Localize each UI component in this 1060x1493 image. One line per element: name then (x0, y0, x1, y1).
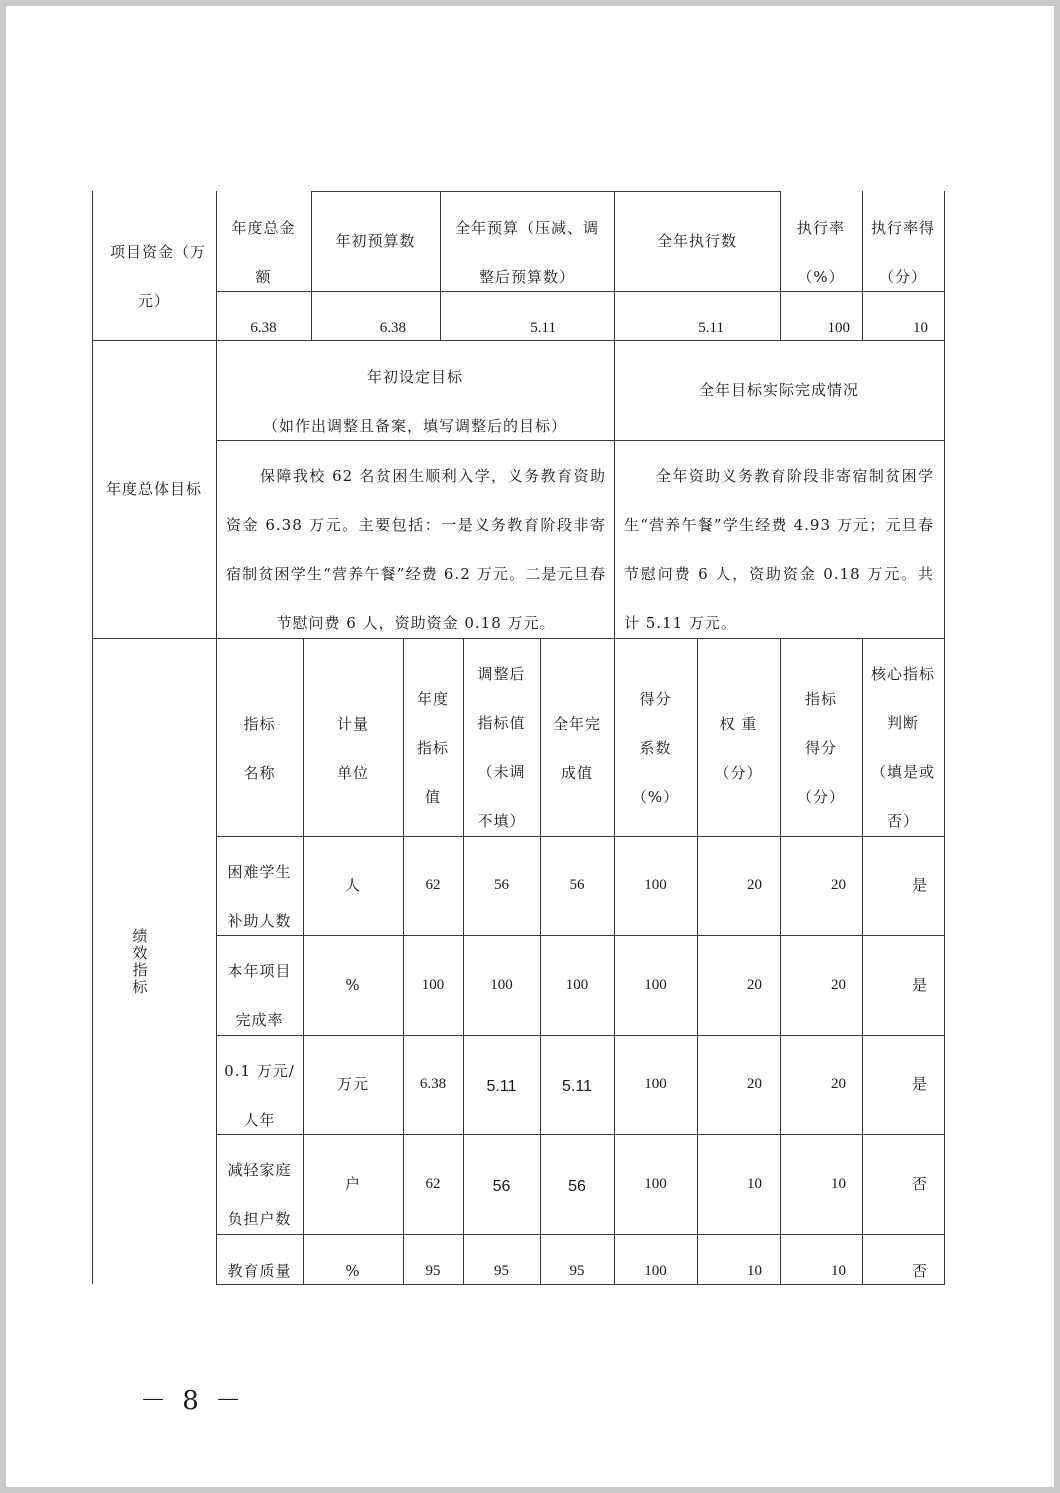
table-cell-weight: 20 (747, 1076, 762, 1092)
table-cell-adjusted: 56 (494, 877, 509, 893)
table-cell-score: 10 (831, 1262, 846, 1279)
table-cell-adjusted: 56 (492, 1177, 511, 1195)
table-cell-score: 20 (831, 976, 846, 993)
table-cell-weight: 20 (747, 976, 762, 993)
value-adjusted-budget: 5.11 (530, 319, 556, 336)
goal-label: 年度总体目标 (105, 479, 202, 498)
value-annual-total: 6.38 (250, 319, 277, 336)
value-execution-rate: 100 (827, 319, 850, 336)
table-cell-weight: 10 (747, 1262, 762, 1279)
table-cell-coefficient: 100 (644, 1076, 667, 1092)
goal-actual-header: 全年目标实际完成情况 (698, 380, 859, 399)
header-annual-value: 年度 指标 值 (416, 690, 449, 806)
header-rate-score: 执行率得 （分） (870, 219, 935, 286)
table-cell-coefficient: 100 (644, 877, 667, 893)
table-cell-completed: 5.11 (562, 1078, 592, 1095)
table-cell-weight: 10 (747, 1175, 762, 1192)
goal-actual-text: 全年资助义务教育阶段非寄宿制贫困学生“营养午餐”学生经费 4.93 万元；元旦春节慰问费 6 人，资助资金 0.18 万元。共计 5.11 万元。 (624, 467, 934, 632)
table-row-name: 本年项目 完成率 (227, 962, 292, 1029)
table-cell-unit: 万元 (336, 1075, 369, 1093)
table-cell-annual: 62 (425, 877, 441, 893)
table-cell-score: 20 (831, 1076, 846, 1092)
budget-label: 项目资金（万 元） (109, 243, 206, 310)
table-row-name: 困难学生 补助人数 (227, 863, 292, 930)
table-cell-core: 否 (911, 1174, 928, 1193)
table-cell-score: 20 (831, 877, 846, 893)
goal-set-text: 保障我校 62 名贫困生顺利入学，义务教育资助资金 6.38 万元。主要包括：一是义务教育阶段非寄宿制贫困学生“营养午餐”经费 6.2 万元。二是元旦春节慰问费 6 人，资助资金 0.18 万元。 (226, 467, 606, 632)
indicators-label: 绩效指标 (130, 927, 149, 996)
table-cell-annual: 6.38 (419, 1076, 447, 1092)
value-initial-budget: 6.38 (379, 319, 406, 336)
table-cell-core: 是 (911, 876, 928, 894)
table-cell-coefficient: 100 (644, 976, 667, 993)
header-indicator-score: 指标 得分 （分） (796, 690, 845, 806)
goal-set-header: 年初设定目标 （如作出调整且备案，填写调整后的目标） (262, 368, 567, 435)
table-cell-score: 10 (831, 1175, 846, 1192)
page-number: － 8 － (140, 1386, 246, 1416)
header-weight: 权 重 （分） (714, 715, 763, 782)
table-cell-coefficient: 100 (644, 1262, 667, 1279)
table-cell-annual: 100 (421, 976, 445, 993)
header-core-indicator: 核心指标 判断 （填是或 否） (870, 665, 935, 830)
table-cell-adjusted: 100 (490, 976, 513, 993)
header-completed-value: 全年完 成值 (552, 715, 601, 782)
header-adjusted-budget: 全年预算（压减、调 整后预算数） (454, 219, 599, 286)
value-executed: 5.11 (698, 319, 724, 336)
table-cell-unit: % (345, 975, 361, 994)
table-cell-unit: 户 (344, 1174, 361, 1193)
header-indicator-name: 指标 名称 (243, 715, 276, 782)
header-annual-total: 年度总金 额 (231, 219, 296, 286)
table-cell-core: 是 (911, 975, 928, 994)
value-rate-score: 10 (913, 319, 928, 336)
table-cell-completed: 56 (569, 877, 585, 893)
table-cell-weight: 20 (747, 877, 762, 893)
table-cell-annual: 62 (425, 1175, 441, 1192)
table-cell-core: 是 (911, 1075, 928, 1093)
header-initial-budget: 年初预算数 (335, 231, 416, 250)
table-row-name: 减轻家庭 负担户数 (227, 1161, 292, 1228)
table-row-name: 教育质量 (227, 1261, 292, 1280)
table-row-name: 0.1 万元/ 人年 (224, 1062, 295, 1129)
header-executed: 全年执行数 (656, 231, 737, 250)
table-cell-completed: 56 (568, 1177, 586, 1195)
header-adjusted-value: 调整后 指标值 （未调 不填） (477, 665, 526, 830)
header-score-coefficient: 得分 系数 （%） (631, 690, 680, 806)
table-cell-completed: 100 (565, 976, 589, 993)
table-cell-annual: 95 (425, 1262, 441, 1279)
table-cell-unit: % (345, 1261, 361, 1280)
table-cell-core: 否 (911, 1261, 928, 1280)
header-unit: 计量 单位 (336, 715, 369, 782)
header-execution-rate: 执行率 （%） (796, 219, 845, 286)
table-cell-adjusted: 5.11 (486, 1078, 517, 1095)
table-cell-completed: 95 (569, 1262, 585, 1279)
table-cell-unit: 人 (344, 876, 361, 894)
table-cell-adjusted: 95 (494, 1262, 509, 1279)
table-cell-coefficient: 100 (644, 1175, 667, 1192)
